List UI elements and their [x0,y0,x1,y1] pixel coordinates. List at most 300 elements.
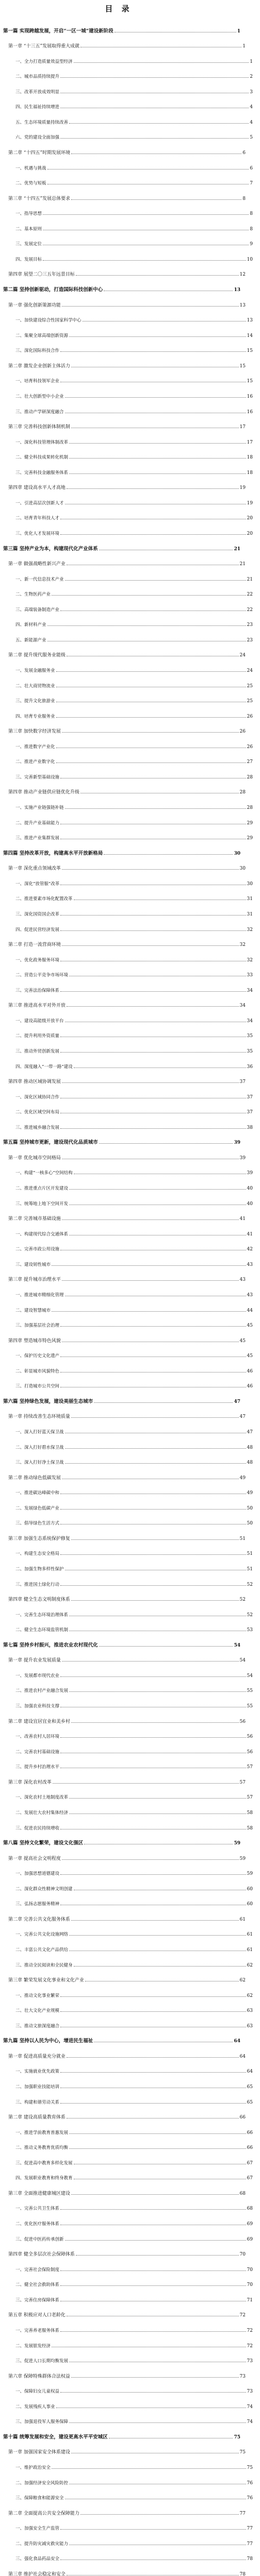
toc-section-49 [0,765,260,780]
toc-page-number: 57 [247,1795,253,1801]
toc-page-number: 46 [247,1384,253,1389]
dot-leader [62,945,239,946]
toc-page-number: 30 [247,881,253,887]
dot-leader [62,1280,239,1281]
toc-section-9 [0,156,260,171]
toc-page-number: 28 [239,790,246,795]
toc-entry-text: 第四章 展望二〇三五年远景目标 [8,272,75,278]
toc-page-number: 66 [247,2145,253,2151]
toc-entry-text: 二、加强经济安全风险防控 [15,2480,69,2486]
toc-entry-text: 第四篇 坚持改革开放，构建高水平开放新格局 [3,850,103,856]
toc-page-number: 41 [247,1231,253,1237]
toc-entry-text: 三、完善科技金融服务体系 [15,470,69,476]
toc-chapter-26 [0,415,253,430]
dot-leader [60,1585,246,1586]
toc-chapter-35 [0,552,253,567]
toc-page-number: 18 [247,470,253,476]
toc-page-number: 73 [247,2359,253,2364]
toc-section-122 [0,1876,260,1892]
toc-entry-text: 第二章 提升现代服务业能级 [8,653,66,658]
toc-entry-text: 一、深化“放管服”改革 [15,881,60,887]
toc-entry-text: 四、促进民营经济发展 [15,927,60,933]
toc-entry-text: 二、生物医药产业 [15,592,51,598]
toc-page-number: 10 [247,257,253,262]
dot-leader [74,62,249,63]
toc-entry-text: 三、推动外贸创新发展 [15,1048,60,1054]
toc-page-number: 6 [250,165,253,171]
toc-entry-text: 二、集聚全球高端创新资源 [15,333,69,338]
toc-entry-text: 第三章 “十四五”发展总体要求 [8,196,71,201]
toc-chapter-128 [0,1968,253,1984]
toc-section-53 [0,826,260,841]
toc-entry-text: 二、提升防灾减灾救灾能力 [15,2541,69,2547]
toc-entry-text: 一、推进城市精细化管理 [15,1292,64,1298]
toc-page-number: 34 [247,1018,253,1024]
toc-page-number: 15 [247,348,253,354]
toc-page-number: 40 [247,1201,253,1207]
toc-chapter-91 [0,1404,253,1420]
toc-page-number: 29 [247,820,253,826]
toc-entry-text: 一、推动文化事业繁荣 [15,1993,60,1998]
toc-entry-text: 第四章 塑造城市特色风貌 [8,1338,61,1344]
dot-leader [69,2148,246,2149]
toc-page-number: 48 [247,1445,253,1450]
toc-section-157 [0,2410,260,2425]
toc-page-number: 56 [247,1749,253,1755]
toc-entry-text: 第二章 打造一流营商环境 [8,942,61,948]
dot-leader [74,1966,246,1967]
toc-page-number: 37 [247,1110,253,1115]
toc-entry-text: 一、建设高能级开放平台 [15,1018,64,1024]
toc-page-number: 56 [247,1734,253,1740]
toc-page-number: 50 [247,1505,253,1511]
toc-section-31 [0,490,260,506]
toc-page-number: 29 [247,836,253,841]
toc-section-58 [0,902,260,917]
toc-section-105 [0,1618,260,1633]
toc-section-130 [0,1998,260,2014]
dot-leader [104,854,233,855]
toc-section-13 [0,216,260,232]
toc-page-number: 61 [239,1917,246,1922]
toc-section-144 [0,2211,260,2227]
toc-entry-text: 一、加快建设综合性国家科学中心 [15,318,82,324]
toc-entry-text: 第一章 “十三五”发展取得重大成就 [8,44,80,49]
toc-section-56 [0,871,260,887]
dot-leader [71,1417,239,1418]
dot-leader [69,443,246,444]
toc-page-number: 21 [247,577,253,582]
toc-page-number: 51 [247,1567,253,1572]
toc-page-number: 61 [247,1947,253,1953]
dot-leader [69,458,246,459]
toc-section-39 [0,613,260,628]
toc-entry-text: 三、高端装备制造产业 [15,607,60,613]
toc-page-number: 54 [247,1673,253,1679]
toc-page-number: 37 [247,1094,253,1100]
toc-page-number: 26 [247,714,253,719]
toc-entry-text: 第三章 维护社会稳定和安全 [8,2571,66,2576]
toc-entry-text: 三、优化人才发展环境 [15,531,60,536]
dot-leader [47,625,246,626]
toc-page-number: 54 [234,1642,240,1648]
toc-page-number: 34 [247,988,253,993]
dot-leader [65,1463,246,1464]
toc-section-148 [0,2273,260,2288]
toc-page-number: 38 [247,1125,253,1130]
toc-chapter-99 [0,1526,253,1541]
toc-page-number: 42 [247,1247,253,1252]
toc-page-number: 55 [247,1704,253,1709]
toc-page-number: 45 [239,1338,246,1344]
toc-entry-text: 三、促进中医药传承创新 [15,2236,64,2242]
toc-page-number: 22 [247,607,253,613]
dot-leader [69,2422,246,2423]
toc-page-number: 5 [250,135,253,141]
toc-page-number: 24 [247,668,253,674]
toc-page-number: 9 [250,242,253,247]
toc-entry-text: 二、推进重点片区开发建设 [15,1186,69,1192]
toc-page-number: 61 [247,1932,253,1938]
toc-page-number: 33 [247,973,253,978]
dot-leader [43,260,246,261]
toc-entry-text: 第三章 加强生态系统保护修复 [8,1536,70,1541]
toc-entry-text: 第十篇 统筹发展和安全，建设更高水平平安城区 [3,2434,108,2440]
toc-section-33 [0,521,260,536]
toc-chapter-120 [0,1846,253,1861]
toc-entry-text: 第六篇 坚持绿色发展，建设美丽生态城市 [3,1398,93,1404]
toc-page-number: 35 [247,1033,253,1039]
toc-page-number: 32 [239,942,246,948]
dot-leader [67,2057,239,2058]
toc-section-68 [0,1054,260,1070]
toc-entry-text: 一、推进数字产业化 [15,744,55,750]
toc-entry-text: 第一章 提高社会文明程度 [8,1856,61,1861]
toc-page-number: 75 [239,2450,246,2455]
toc-chapter-142 [0,2181,253,2196]
toc-entry-text: 二、优化区域空间布局 [15,1110,60,1115]
toc-chapter-78 [0,1207,253,1222]
toc-entry-text: 第一章 促进高质量充分就业 [8,2054,66,2059]
toc-section-38 [0,597,260,613]
toc-entry-text: 三、深入打好净土保卫战 [15,1460,64,1466]
toc-section-96 [0,1481,260,1496]
toc-page-number: 77 [247,2526,253,2532]
toc-page-number: 23 [247,637,253,643]
toc-section-147 [0,2257,260,2273]
toc-page-number: 62 [247,1993,253,1998]
dot-leader [71,2377,239,2378]
toc-entry-text: 五、生态环境质量持续改善 [15,120,69,125]
toc-entry-text: 一、改善农村人居环境 [15,1734,60,1740]
toc-page-number: 43 [247,1262,253,1267]
toc-section-123 [0,1892,260,1907]
toc-section-21 [0,338,260,354]
toc-page-number: 15 [247,379,253,384]
toc-page-number: 41 [239,1216,246,1222]
toc-section-29 [0,460,260,476]
toc-entry-text: 二、加强职业技能培训 [15,2084,60,2090]
toc-chapter-124 [0,1907,253,1922]
toc-entry-text: 三、完善住房保障体系 [15,2297,60,2303]
toc-section-63 [0,978,260,993]
dot-leader [60,2529,246,2530]
dot-leader [60,1554,246,1555]
toc-chapter-16 [0,262,253,278]
toc-entry-text: 三、加强退役军人服务保障 [15,2419,69,2425]
toc-page-number: 36 [247,1064,253,1070]
dot-leader [60,2011,246,2012]
toc-part-0 [0,19,248,34]
dot-leader [65,1448,246,1449]
toc-section-19 [0,308,260,324]
toc-entry-text: 第四章 健全多层次社会保障体系 [8,2252,75,2258]
toc-section-85 [0,1313,260,1329]
toc-page-number: 13 [239,302,246,308]
dot-leader [60,351,246,352]
dot-leader [43,214,249,215]
toc-section-121 [0,1861,260,1877]
toc-page-number: 70 [247,2282,253,2288]
dot-leader [94,1402,233,1403]
toc-entry-text: 第二篇 坚持创新驱动，打造国际科技创新中心 [3,287,103,293]
toc-entry-text: 第一章 优化城市空间格局 [8,1155,61,1161]
toc-page-number: 73 [239,2374,246,2379]
toc-section-145 [0,2227,260,2242]
toc-entry-text: 二、推进产业数字化 [15,759,55,765]
toc-entry-text: 一、保障妇女儿童权益 [15,2389,60,2395]
toc-section-43 [0,673,260,689]
toc-chapter-146 [0,2242,253,2258]
toc-page-number: 77 [239,2511,246,2516]
dot-leader [60,77,249,78]
toc-page-number: 65 [247,2084,253,2090]
toc-section-57 [0,887,260,902]
toc-page-number: 72 [247,2343,253,2349]
dot-leader [60,1996,246,1997]
dot-leader [52,2468,246,2469]
toc-section-5 [0,95,260,110]
toc-entry-text: 二、加强生物多样性保护 [15,1567,64,1572]
dot-leader [60,2209,246,2210]
toc-section-136 [0,2090,260,2105]
dot-leader [60,138,249,139]
toc-entry-text: 二、提升产业基础能力 [15,820,60,826]
toc-entry-text: 二、基本原则 [15,226,42,232]
toc-page-number: 1 [237,28,240,34]
dot-leader [71,1920,239,1921]
toc-page-number: 57 [247,1765,253,1770]
toc-entry-text: 三、推进国土绿化行动 [15,1582,60,1587]
toc-section-32 [0,506,260,521]
toc-page-number: 74 [247,2404,253,2410]
toc-chapter-137 [0,2105,253,2121]
toc-entry-text: 三、推动文旅深度融合 [15,2023,60,2029]
toc-section-125 [0,1922,260,1938]
toc-section-87 [0,1344,260,1359]
toc-chapter-167 [0,2562,253,2576]
toc-page-number: 32 [247,927,253,933]
toc-part-34 [0,536,248,552]
toc-page-number: 76 [247,2496,253,2501]
toc-page-number: 6 [242,150,246,156]
dot-leader [99,1143,233,1144]
toc-section-138 [0,2120,260,2136]
toc-page-number: 28 [247,805,253,811]
toc-entry-text: 第二章 推动绿色低碳发展 [8,1475,61,1481]
toc-entry-text: 一、深化区域协同合作 [15,1094,60,1100]
toc-section-28 [0,445,260,461]
toc-entry-text: 二、推动义务教育优质均衡 [15,2145,69,2151]
toc-entry-text: 第八篇 坚持文化繁荣，建设文化强区 [3,1840,84,1846]
toc-page-number: 25 [247,683,253,689]
toc-chapter-18 [0,293,253,308]
toc-page-number: 26 [239,729,246,735]
toc-page-number: 68 [247,2206,253,2212]
toc-page-number: 31 [247,896,253,902]
toc-entry-text: 第三章 加快数字经济发展 [8,729,61,735]
toc-chapter-107 [0,1648,253,1664]
toc-section-101 [0,1556,260,1572]
toc-page-number: 28 [247,774,253,780]
toc-page-number: 59 [239,1856,246,1861]
toc-entry-text: 四、培育专业服务业 [15,714,55,719]
toc-entry-text: 四、新材料产业 [15,622,46,628]
toc-entry-text: 一、引进高层次创新人才 [15,500,64,506]
toc-section-23 [0,369,260,384]
toc-entry-text: 一、培育科技领军企业 [15,379,60,384]
toc-entry-text: 第四章 推动区域协调发展 [8,1079,61,1085]
toc-entry-text: 三、打造城市公共空间 [15,1384,60,1389]
dot-leader [60,1128,246,1129]
toc-entry-text: 一、指导思想 [15,211,42,217]
toc-section-108 [0,1663,260,1679]
toc-entry-text: 第九篇 坚持以人民为中心，增进民生福祉 [3,2038,93,2044]
dot-leader [65,397,246,398]
dot-leader [60,1737,246,1738]
toc-section-3 [0,64,260,80]
toc-entry-text: 二、壮大商贸物流业 [15,683,55,689]
toc-page-number: 47 [234,1399,240,1404]
toc-entry-text: 三、促进高中教育多样化发展 [15,2160,73,2166]
toc-section-140 [0,2150,260,2166]
toc-page-number: 19 [247,500,253,506]
dot-leader [65,808,246,809]
toc-page-number: 2 [250,74,253,80]
dot-leader [80,2514,239,2515]
toc-entry-text: 一、构建生态安全格局 [15,1551,60,1557]
toc-page-number: 69 [247,2236,253,2242]
toc-entry-text: 第三章 全面推进健康城区建设 [8,2191,70,2196]
dot-leader [67,1006,239,1007]
toc-section-131 [0,2013,260,2029]
dot-leader [69,123,249,124]
toc-entry-text: 一、实施产业链强链补链 [15,805,64,811]
toc-entry-text: 一、完善生态环境治理体系 [15,1612,69,1618]
toc-entry-text: 二、健全社会救助体系 [15,2282,60,2288]
toc-page-number: 67 [247,2176,253,2181]
toc-section-127 [0,1953,260,1968]
toc-entry-text: 四、发展目标 [15,257,42,262]
toc-chapter-30 [0,476,253,491]
toc-entry-text: 二、提升利用外资质量 [15,1033,60,1039]
toc-part-119 [0,1831,248,1846]
toc-chapter-82 [0,1267,253,1283]
toc-entry-text: 二、彰显城市风貌特色 [15,1368,60,1374]
toc-section-113 [0,1739,260,1755]
toc-page-number: 49 [247,1490,253,1496]
toc-entry-text: 二、丰富公共文化产品供给 [15,1947,69,1953]
toc-section-27 [0,430,260,445]
toc-entry-text: 第六章 保障特殊群体合法权益 [8,2374,70,2379]
dot-leader [69,1798,246,1799]
toc-page-number: 43 [239,1277,246,1283]
toc-page-number: 51 [239,1536,246,1541]
toc-section-139 [0,2136,260,2151]
toc-entry-text: 三、建设韧性城市 [15,1262,51,1267]
toc-section-72 [0,1115,260,1130]
toc-page-number: 27 [247,759,253,765]
toc-section-66 [0,1024,260,1039]
toc-page-number: 31 [247,911,253,917]
toc-page-number: 51 [247,1551,253,1557]
toc-entry-text: 一、深入打好蓝天保卫战 [15,1429,64,1435]
toc-entry-text: 第二章 建设高质量教育体系 [8,2115,66,2121]
toc-page-number: 12 [239,272,246,278]
toc-entry-text: 二、建设智慧城市 [15,1308,51,1313]
toc-entry-text: 一、深化科技管理体制改革 [15,439,69,445]
toc-entry-text: 六、党的建设全面加强 [15,135,60,141]
toc-section-81 [0,1252,260,1267]
toc-section-112 [0,1724,260,1740]
toc-page-number: 25 [247,699,253,704]
dot-leader [62,1859,239,1860]
page-title: 目 录 [105,4,133,13]
toc-page-number: 26 [247,744,253,750]
toc-part-90 [0,1389,248,1404]
dot-leader [60,2072,246,2073]
toc-chapter-163 [0,2501,253,2516]
toc-entry-text: 一、构建“一核多心”空间结构 [15,1171,73,1176]
toc-entry-text: 第二章 建设宜居宜业和美乡村 [8,1719,70,1724]
toc-entry-text: 第一章 提升农业发展质量 [8,1658,61,1664]
toc-entry-text: 一、完善公共文化设施网络 [15,1932,69,1938]
toc-section-77 [0,1191,260,1207]
toc-page-number: 57 [239,1780,246,1785]
toc-section-61 [0,947,260,963]
toc-entry-text: 第一章 深化重点领域改革 [8,866,61,872]
toc-entry-text: 三、完善新型基础设施 [15,774,60,780]
toc-page-number: 35 [247,1048,253,1054]
toc-page-number: 48 [247,1460,253,1466]
dot-leader [62,1082,239,1083]
toc-section-98 [0,1511,260,1527]
dot-leader [69,1691,246,1692]
toc-page-number: 59 [247,1871,253,1877]
dot-leader [76,2255,239,2256]
toc-page-number: 58 [247,1810,253,1816]
toc-entry-text: 一、新一代信息技术产业 [15,577,64,582]
toc-chapter-60 [0,933,253,948]
toc-entry-text: 三、倡导绿色生活方式 [15,1521,60,1527]
toc-section-20 [0,323,260,338]
dot-leader [69,2133,246,2134]
toc-entry-text: 第二章 完善公共文化服务体系 [8,1917,70,1922]
dot-leader [53,1783,239,1784]
toc-page-number: 18 [247,455,253,461]
toc-section-67 [0,1039,260,1054]
toc-section-48 [0,750,260,765]
